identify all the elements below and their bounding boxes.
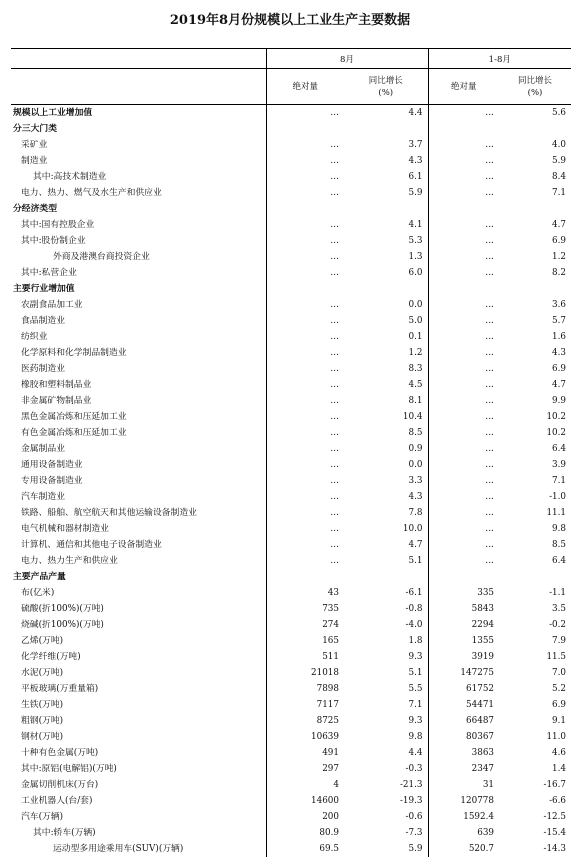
table-row <box>11 569 571 585</box>
janaug-yoy-growth: 4.7 <box>499 217 571 233</box>
header-yoy-unit: (%) <box>378 88 393 98</box>
header-yoy-jan-aug <box>499 69 571 105</box>
janaug-absolute: 61752 <box>428 681 499 697</box>
row-label: 其中:股份制企业 <box>11 233 266 249</box>
aug-absolute: … <box>266 489 344 505</box>
janaug-yoy-growth <box>499 201 571 217</box>
janaug-absolute: … <box>428 217 499 233</box>
aug-yoy-growth: 7.8 <box>344 505 428 521</box>
header-row-measures <box>11 69 571 105</box>
table-row <box>11 313 571 329</box>
aug-yoy-growth: 5.9 <box>344 185 428 201</box>
janaug-yoy-growth: 3.5 <box>499 601 571 617</box>
janaug-absolute: … <box>428 153 499 169</box>
janaug-yoy-growth: 1.4 <box>499 761 571 777</box>
table-row <box>11 681 571 697</box>
table-row <box>11 505 571 521</box>
aug-yoy-growth: -0.3 <box>344 761 428 777</box>
janaug-absolute: … <box>428 313 499 329</box>
aug-yoy-growth: 0.9 <box>344 441 428 457</box>
janaug-yoy-growth: 3.6 <box>499 297 571 313</box>
aug-absolute: … <box>266 105 344 122</box>
janaug-yoy-growth: 7.1 <box>499 473 571 489</box>
janaug-yoy-growth: 4.0 <box>499 137 571 153</box>
aug-absolute: … <box>266 233 344 249</box>
janaug-yoy-growth <box>499 281 571 297</box>
janaug-absolute: 335 <box>428 585 499 601</box>
janaug-yoy-growth: 5.6 <box>499 105 571 122</box>
row-label: 硫酸(折100%)(万吨) <box>11 601 266 617</box>
table-row <box>11 521 571 537</box>
janaug-yoy-growth <box>499 569 571 585</box>
aug-absolute: 43 <box>266 585 344 601</box>
janaug-yoy-growth: 8.5 <box>499 537 571 553</box>
table-row <box>11 393 571 409</box>
aug-absolute: 491 <box>266 745 344 761</box>
aug-absolute: … <box>266 345 344 361</box>
janaug-absolute: … <box>428 233 499 249</box>
aug-absolute: … <box>266 553 344 569</box>
aug-yoy-growth: 0.1 <box>344 329 428 345</box>
janaug-absolute: … <box>428 537 499 553</box>
table-body <box>11 105 571 857</box>
header-yoy-label: 同比增长 <box>518 76 552 86</box>
table-row <box>11 745 571 761</box>
row-label: 其中:原铝(电解铝)(万吨) <box>11 761 266 777</box>
row-label: 制造业 <box>11 153 266 169</box>
row-label: 汽车(万辆) <box>11 809 266 825</box>
janaug-yoy-growth: 7.0 <box>499 665 571 681</box>
table-row <box>11 633 571 649</box>
aug-yoy-growth <box>344 201 428 217</box>
janaug-yoy-growth: 4.3 <box>499 345 571 361</box>
row-label: 主要产品产量 <box>11 569 266 585</box>
janaug-absolute: 3919 <box>428 649 499 665</box>
janaug-absolute: … <box>428 169 499 185</box>
janaug-absolute: … <box>428 521 499 537</box>
table-row <box>11 201 571 217</box>
table-row <box>11 537 571 553</box>
header-row-periods <box>11 49 571 69</box>
janaug-yoy-growth: 11.5 <box>499 649 571 665</box>
aug-yoy-growth: 4.4 <box>344 105 428 122</box>
aug-absolute: … <box>266 393 344 409</box>
janaug-absolute: … <box>428 345 499 361</box>
row-label: 通用设备制造业 <box>11 457 266 473</box>
janaug-absolute: … <box>428 329 499 345</box>
row-label: 其中:轿车(万辆) <box>11 825 266 841</box>
table-row <box>11 825 571 841</box>
aug-absolute: 200 <box>266 809 344 825</box>
janaug-absolute: 31 <box>428 777 499 793</box>
janaug-yoy-growth: 6.9 <box>499 697 571 713</box>
row-label: 黑色金属冶炼和压延加工业 <box>11 409 266 425</box>
table-row <box>11 585 571 601</box>
janaug-absolute: … <box>428 489 499 505</box>
aug-absolute: … <box>266 217 344 233</box>
aug-yoy-growth: 0.0 <box>344 457 428 473</box>
table-row <box>11 601 571 617</box>
janaug-absolute: 80367 <box>428 729 499 745</box>
row-label: 分经济类型 <box>11 201 266 217</box>
aug-yoy-growth <box>344 121 428 137</box>
table-row <box>11 345 571 361</box>
aug-absolute: … <box>266 409 344 425</box>
row-label: 电气机械和器材制造业 <box>11 521 266 537</box>
aug-absolute: 165 <box>266 633 344 649</box>
row-label: 汽车制造业 <box>11 489 266 505</box>
aug-yoy-growth: 9.8 <box>344 729 428 745</box>
aug-yoy-growth: 5.1 <box>344 665 428 681</box>
aug-absolute: 14600 <box>266 793 344 809</box>
janaug-absolute: … <box>428 265 499 281</box>
aug-yoy-growth <box>344 281 428 297</box>
row-label: 医药制造业 <box>11 361 266 377</box>
janaug-absolute: … <box>428 473 499 489</box>
aug-yoy-growth: 0.0 <box>344 297 428 313</box>
janaug-yoy-growth: 4.7 <box>499 377 571 393</box>
table-row <box>11 793 571 809</box>
aug-absolute: 7117 <box>266 697 344 713</box>
row-label: 水泥(万吨) <box>11 665 266 681</box>
table-row <box>11 665 571 681</box>
header-blank <box>11 49 266 69</box>
aug-yoy-growth: 5.9 <box>344 841 428 857</box>
row-label: 运动型多用途乘用车(SUV)(万辆) <box>11 841 266 857</box>
janaug-yoy-growth <box>499 121 571 137</box>
janaug-yoy-growth: -14.3 <box>499 841 571 857</box>
table-row <box>11 137 571 153</box>
aug-absolute: 8725 <box>266 713 344 729</box>
table-row <box>11 697 571 713</box>
table-row <box>11 297 571 313</box>
janaug-yoy-growth: 11.0 <box>499 729 571 745</box>
janaug-yoy-growth: -6.6 <box>499 793 571 809</box>
janaug-absolute: 2347 <box>428 761 499 777</box>
table-row <box>11 441 571 457</box>
janaug-yoy-growth: 1.2 <box>499 249 571 265</box>
janaug-absolute: … <box>428 553 499 569</box>
aug-absolute: … <box>266 249 344 265</box>
aug-absolute: … <box>266 473 344 489</box>
aug-yoy-growth: 4.5 <box>344 377 428 393</box>
aug-absolute: … <box>266 137 344 153</box>
janaug-yoy-growth: 7.9 <box>499 633 571 649</box>
aug-yoy-growth: 5.1 <box>344 553 428 569</box>
aug-yoy-growth: 1.8 <box>344 633 428 649</box>
janaug-yoy-growth: 9.9 <box>499 393 571 409</box>
aug-yoy-growth: 4.4 <box>344 745 428 761</box>
row-label: 工业机器人(台/套) <box>11 793 266 809</box>
janaug-absolute: … <box>428 297 499 313</box>
aug-yoy-growth: 10.4 <box>344 409 428 425</box>
aug-yoy-growth: -21.3 <box>344 777 428 793</box>
janaug-yoy-growth: -15.4 <box>499 825 571 841</box>
aug-yoy-growth: 9.3 <box>344 649 428 665</box>
row-label: 十种有色金属(万吨) <box>11 745 266 761</box>
aug-yoy-growth: 6.0 <box>344 265 428 281</box>
aug-yoy-growth: 7.1 <box>344 697 428 713</box>
janaug-yoy-growth: 11.1 <box>499 505 571 521</box>
page-title: 2019年8月份规模以上工业生产主要数据 <box>0 9 580 28</box>
aug-absolute: … <box>266 153 344 169</box>
table-row <box>11 281 571 297</box>
table-row <box>11 105 571 122</box>
janaug-absolute <box>428 121 499 137</box>
header-abs-august: 绝对量 <box>266 69 344 105</box>
row-label: 电力、热力生产和供应业 <box>11 553 266 569</box>
aug-yoy-growth: 5.0 <box>344 313 428 329</box>
row-label: 其中:高技术制造业 <box>11 169 266 185</box>
janaug-yoy-growth: 9.1 <box>499 713 571 729</box>
janaug-yoy-growth: -1.1 <box>499 585 571 601</box>
janaug-absolute: 2294 <box>428 617 499 633</box>
table-row <box>11 761 571 777</box>
janaug-yoy-growth: 9.8 <box>499 521 571 537</box>
aug-yoy-growth: -0.8 <box>344 601 428 617</box>
aug-absolute <box>266 569 344 585</box>
janaug-absolute: … <box>428 393 499 409</box>
aug-yoy-growth: -6.1 <box>344 585 428 601</box>
janaug-yoy-growth: -12.5 <box>499 809 571 825</box>
aug-absolute: … <box>266 377 344 393</box>
aug-yoy-growth: -0.6 <box>344 809 428 825</box>
janaug-absolute: … <box>428 377 499 393</box>
table-row <box>11 377 571 393</box>
janaug-yoy-growth: 3.9 <box>499 457 571 473</box>
aug-absolute: 511 <box>266 649 344 665</box>
table-row <box>11 425 571 441</box>
aug-yoy-growth: 5.5 <box>344 681 428 697</box>
row-label: 乙烯(万吨) <box>11 633 266 649</box>
row-label: 农副食品加工业 <box>11 297 266 313</box>
row-label: 规模以上工业增加值 <box>11 105 266 122</box>
aug-absolute: 69.5 <box>266 841 344 857</box>
janaug-absolute <box>428 281 499 297</box>
row-label: 烧碱(折100%)(万吨) <box>11 617 266 633</box>
janaug-absolute: 147275 <box>428 665 499 681</box>
row-label: 化学原料和化学制品制造业 <box>11 345 266 361</box>
aug-yoy-growth: 9.3 <box>344 713 428 729</box>
table-row <box>11 265 571 281</box>
table-row <box>11 841 571 857</box>
table-row <box>11 169 571 185</box>
aug-absolute: … <box>266 537 344 553</box>
janaug-yoy-growth: 6.4 <box>499 553 571 569</box>
aug-absolute <box>266 201 344 217</box>
janaug-absolute <box>428 569 499 585</box>
aug-yoy-growth: 1.2 <box>344 345 428 361</box>
janaug-absolute: 520.7 <box>428 841 499 857</box>
table-row <box>11 361 571 377</box>
aug-absolute: … <box>266 185 344 201</box>
janaug-yoy-growth: 10.2 <box>499 425 571 441</box>
table-row <box>11 185 571 201</box>
table-row <box>11 489 571 505</box>
janaug-yoy-growth: -0.2 <box>499 617 571 633</box>
row-label: 专用设备制造业 <box>11 473 266 489</box>
janaug-absolute: 5843 <box>428 601 499 617</box>
row-label: 橡胶和塑料制品业 <box>11 377 266 393</box>
row-label: 非金属矿物制品业 <box>11 393 266 409</box>
aug-absolute: 735 <box>266 601 344 617</box>
row-label: 采矿业 <box>11 137 266 153</box>
header-blank-2 <box>11 69 266 105</box>
aug-yoy-growth: 1.3 <box>344 249 428 265</box>
table-row <box>11 617 571 633</box>
aug-absolute <box>266 121 344 137</box>
table-row <box>11 713 571 729</box>
aug-absolute: 21018 <box>266 665 344 681</box>
header-abs-jan-aug: 绝对量 <box>428 69 499 105</box>
aug-absolute: … <box>266 329 344 345</box>
janaug-absolute: 3863 <box>428 745 499 761</box>
janaug-absolute: … <box>428 425 499 441</box>
row-label: 其中:私营企业 <box>11 265 266 281</box>
aug-yoy-growth: 8.3 <box>344 361 428 377</box>
aug-absolute: … <box>266 313 344 329</box>
aug-absolute: … <box>266 297 344 313</box>
row-label: 化学纤维(万吨) <box>11 649 266 665</box>
row-label: 有色金属冶炼和压延加工业 <box>11 425 266 441</box>
row-label: 分三大门类 <box>11 121 266 137</box>
table-row <box>11 457 571 473</box>
aug-yoy-growth: -4.0 <box>344 617 428 633</box>
janaug-yoy-growth: 6.9 <box>499 233 571 249</box>
aug-absolute: 297 <box>266 761 344 777</box>
aug-absolute <box>266 281 344 297</box>
janaug-yoy-growth: 5.2 <box>499 681 571 697</box>
janaug-yoy-growth: -1.0 <box>499 489 571 505</box>
table-row <box>11 809 571 825</box>
janaug-absolute: … <box>428 441 499 457</box>
aug-yoy-growth: -7.3 <box>344 825 428 841</box>
row-label: 其中:国有控股企业 <box>11 217 266 233</box>
aug-absolute: … <box>266 169 344 185</box>
aug-yoy-growth: 10.0 <box>344 521 428 537</box>
row-label: 纺织业 <box>11 329 266 345</box>
aug-absolute: 4 <box>266 777 344 793</box>
janaug-absolute: 1355 <box>428 633 499 649</box>
aug-absolute: 274 <box>266 617 344 633</box>
aug-absolute: 80.9 <box>266 825 344 841</box>
row-label: 布(亿米) <box>11 585 266 601</box>
table-row <box>11 233 571 249</box>
janaug-yoy-growth: 10.2 <box>499 409 571 425</box>
row-label: 食品制造业 <box>11 313 266 329</box>
janaug-yoy-growth: 6.4 <box>499 441 571 457</box>
table-row <box>11 121 571 137</box>
janaug-absolute <box>428 201 499 217</box>
aug-absolute: … <box>266 505 344 521</box>
row-label: 金属制品业 <box>11 441 266 457</box>
janaug-absolute: 1592.4 <box>428 809 499 825</box>
aug-yoy-growth: 4.1 <box>344 217 428 233</box>
row-label: 钢材(万吨) <box>11 729 266 745</box>
header-period-jan-aug: 1-8月 <box>428 49 571 69</box>
header-yoy-unit: (%) <box>528 88 543 98</box>
table-row <box>11 153 571 169</box>
janaug-absolute: 120778 <box>428 793 499 809</box>
table-row <box>11 553 571 569</box>
header-yoy-label: 同比增长 <box>369 76 403 86</box>
row-label: 主要行业增加值 <box>11 281 266 297</box>
janaug-absolute: … <box>428 505 499 521</box>
janaug-yoy-growth: 8.2 <box>499 265 571 281</box>
aug-yoy-growth: 8.1 <box>344 393 428 409</box>
industrial-data-table <box>11 48 571 857</box>
aug-yoy-growth <box>344 569 428 585</box>
aug-absolute: 10639 <box>266 729 344 745</box>
row-label: 计算机、通信和其他电子设备制造业 <box>11 537 266 553</box>
janaug-yoy-growth: 1.6 <box>499 329 571 345</box>
janaug-yoy-growth: 4.6 <box>499 745 571 761</box>
header-period-august: 8月 <box>266 49 428 69</box>
table-row <box>11 729 571 745</box>
table-row <box>11 777 571 793</box>
janaug-absolute: … <box>428 137 499 153</box>
row-label: 铁路、船舶、航空航天和其他运输设备制造业 <box>11 505 266 521</box>
row-label: 生铁(万吨) <box>11 697 266 713</box>
janaug-absolute: … <box>428 185 499 201</box>
row-label: 粗钢(万吨) <box>11 713 266 729</box>
aug-yoy-growth: 6.1 <box>344 169 428 185</box>
aug-absolute: … <box>266 265 344 281</box>
janaug-absolute: 66487 <box>428 713 499 729</box>
janaug-absolute: … <box>428 457 499 473</box>
janaug-yoy-growth: -16.7 <box>499 777 571 793</box>
row-label: 电力、热力、燃气及水生产和供应业 <box>11 185 266 201</box>
janaug-absolute: … <box>428 361 499 377</box>
row-label: 金属切削机床(万台) <box>11 777 266 793</box>
table-row <box>11 649 571 665</box>
aug-yoy-growth: 4.3 <box>344 489 428 505</box>
janaug-absolute: 54471 <box>428 697 499 713</box>
row-label: 平板玻璃(万重量箱) <box>11 681 266 697</box>
table-row <box>11 249 571 265</box>
aug-absolute: … <box>266 361 344 377</box>
janaug-yoy-growth: 7.1 <box>499 185 571 201</box>
janaug-absolute: … <box>428 409 499 425</box>
aug-absolute: … <box>266 521 344 537</box>
aug-yoy-growth: 4.3 <box>344 153 428 169</box>
aug-yoy-growth: 3.3 <box>344 473 428 489</box>
aug-absolute: … <box>266 441 344 457</box>
table-row <box>11 409 571 425</box>
aug-yoy-growth: 4.7 <box>344 537 428 553</box>
janaug-absolute: 639 <box>428 825 499 841</box>
aug-absolute: … <box>266 425 344 441</box>
janaug-yoy-growth: 5.9 <box>499 153 571 169</box>
table-row <box>11 217 571 233</box>
row-label: 外商及港澳台商投资企业 <box>11 249 266 265</box>
janaug-yoy-growth: 5.7 <box>499 313 571 329</box>
janaug-absolute: … <box>428 249 499 265</box>
janaug-yoy-growth: 6.9 <box>499 361 571 377</box>
aug-yoy-growth: 8.5 <box>344 425 428 441</box>
janaug-absolute: … <box>428 105 499 122</box>
header-yoy-august <box>344 69 428 105</box>
janaug-yoy-growth: 8.4 <box>499 169 571 185</box>
aug-yoy-growth: 5.3 <box>344 233 428 249</box>
aug-absolute: … <box>266 457 344 473</box>
table-row <box>11 473 571 489</box>
table-row <box>11 329 571 345</box>
aug-absolute: 7898 <box>266 681 344 697</box>
aug-yoy-growth: -19.3 <box>344 793 428 809</box>
aug-yoy-growth: 3.7 <box>344 137 428 153</box>
